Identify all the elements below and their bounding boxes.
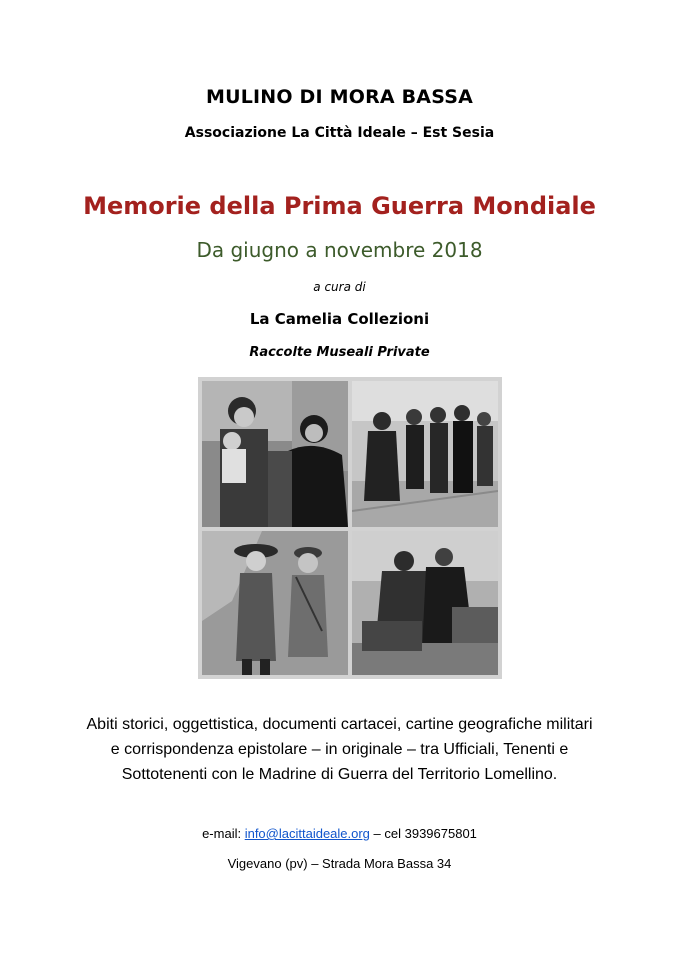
description-line-1: Abiti storici, oggettistica, documenti cartacei, cartine geografiche militari (86, 716, 593, 733)
curator-name: La Camelia Collezioni (249, 310, 430, 328)
address: Vigevano (pv) – Strada Mora Bassa 34 (227, 856, 452, 871)
exhibit-description (40, 712, 639, 787)
photo-two-women-uniforms (202, 531, 348, 675)
venue-name: MULINO DI MORA BASSA (205, 86, 474, 108)
association-name: Associazione La Città Ideale – Est Sesia (184, 125, 495, 141)
event-dates: Da giugno a novembre 2018 (196, 238, 483, 262)
collection-name: Raccolte Museali Private (249, 345, 430, 360)
description-line-3: Sottotenenti con le Madrine di Guerra del Territorio Lomellino. (121, 766, 558, 783)
phone-text: – cel 3939675801 (369, 826, 477, 841)
photo-collage (198, 377, 502, 679)
email-link[interactable]: info@lacittaideale.org (244, 826, 370, 841)
email-label: e-mail: (202, 826, 245, 841)
curated-by-label: a cura di (313, 280, 366, 294)
description-line-2: e corrispondenza epistolare – in originale – tra Ufficiali, Tenenti e (110, 741, 569, 758)
photo-officers-capes (352, 531, 498, 675)
contact-info (0, 826, 679, 841)
photo-group-walking (352, 381, 498, 527)
event-title: Memorie della Prima Guerra Mondiale (83, 192, 596, 220)
photo-soldier-with-child (202, 381, 348, 527)
